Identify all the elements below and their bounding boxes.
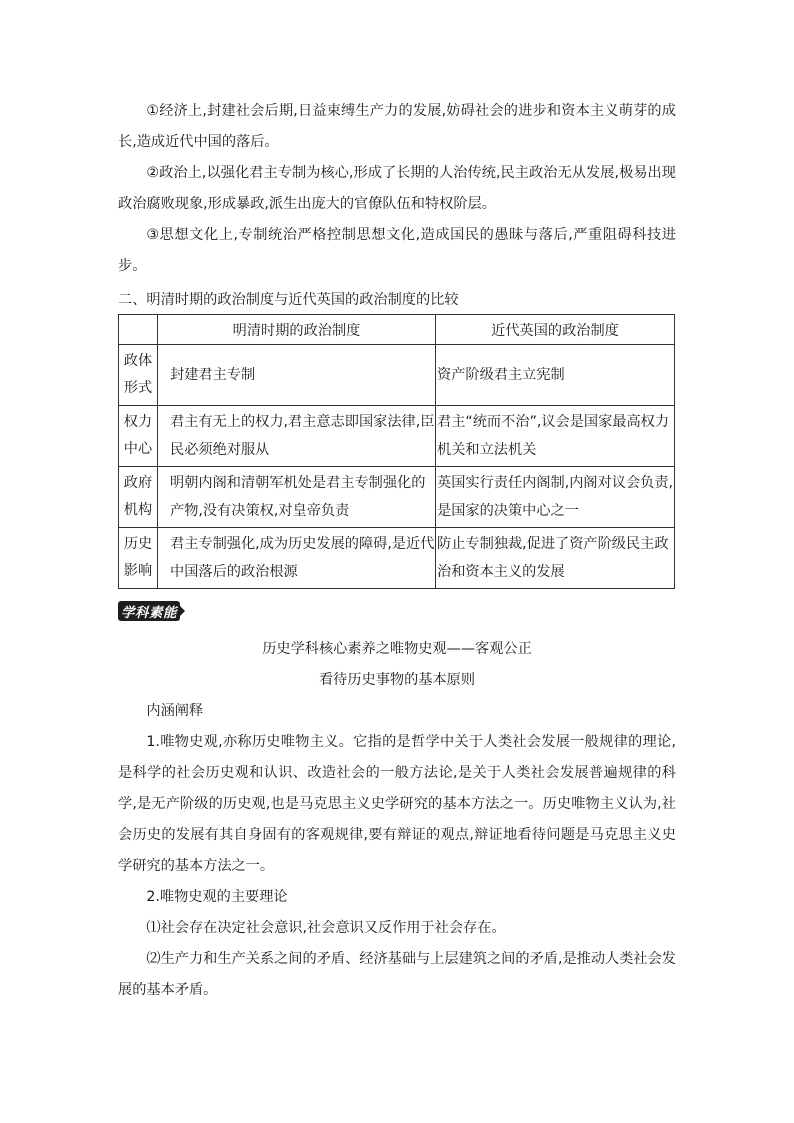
row-label: 权力中心 xyxy=(119,406,158,467)
table-header-cell: 近代英国的政治制度 xyxy=(436,315,675,345)
row-label: 历史影响 xyxy=(119,528,158,589)
core-title-line-1: 历史学科核心素养之唯物史观——客观公正 xyxy=(262,641,532,657)
intro-paragraph-culture: ③思想文化上,专制统治严格控制思想文化,造成国民的愚昧与落后,严重阻碍科技进步。 xyxy=(118,227,676,274)
table-row xyxy=(119,467,675,528)
britain-cell: 防止专制独裁,促进了资产阶级民主政治和资本主义的发展 xyxy=(436,528,675,589)
intro-paragraph-economy: ①经济上,封建社会后期,日益束缚生产力的发展,妨碍社会的进步和资本主义萌芽的成长,造成近代中国的落后。 xyxy=(118,103,676,150)
body-paragraph: 1.唯物史观,亦称历史唯物主义。它指的是哲学中关于人类社会发展一般规律的理论,是科学的社会历史观和认识、改造社会的一般方法论,是关于人类社会发展普遍规律的科学,是无产阶级的历史观,也是马克思主义史学研究的基本方法之一。历史唯物主义认为,社会历史的发展有其自身固有的客观规律,要有辩证的观点,辩证地看待问题是马克思主义史学研究的基本方法之一。 xyxy=(118,734,676,874)
ming-qing-cell: 君主有无上的权力,君主意志即国家法律,臣民必须绝对服从 xyxy=(158,406,436,467)
table-header-cell xyxy=(119,315,158,345)
subject-literacy-badge xyxy=(118,601,180,621)
britain-cell: 资产阶级君主立宪制 xyxy=(436,345,675,406)
badge-label: 学科素能 xyxy=(121,605,177,621)
connotation-heading: 内涵阐释 xyxy=(146,703,204,719)
britain-cell: 君主“统而不治”,议会是国家最高权力机关和立法机关 xyxy=(436,406,675,467)
table-row xyxy=(119,345,675,406)
table-row xyxy=(119,406,675,467)
body-paragraph: 2.唯物史观的主要理论 xyxy=(146,889,288,905)
britain-cell: 英国实行责任内阁制,内阁对议会负责,是国家的决策中心之一 xyxy=(436,467,675,528)
row-label: 政府机构 xyxy=(119,467,158,528)
section-heading: 二、明清时期的政治制度与近代英国的政治制度的比较 xyxy=(118,292,459,308)
document-page xyxy=(118,96,676,1006)
comparison-table xyxy=(118,314,675,589)
table-row xyxy=(119,528,675,589)
ming-qing-cell: 君主专制强化,成为历史发展的障碍,是近代中国落后的政治根源 xyxy=(158,528,436,589)
table-header-cell: 明清时期的政治制度 xyxy=(158,315,436,345)
core-title-line-2: 看待历史事物的基本原则 xyxy=(318,672,476,688)
body-paragraph: ⑵生产力和生产关系之间的矛盾、经济基础与上层建筑之间的矛盾,是推动人类社会发展的基本矛盾。 xyxy=(118,951,676,998)
ming-qing-cell: 明朝内阁和清朝军机处是君主专制强化的产物,没有决策权,对皇帝负责 xyxy=(158,467,436,528)
table-header-row xyxy=(119,315,675,345)
ming-qing-cell: 封建君主专制 xyxy=(158,345,436,406)
intro-paragraph-politics: ②政治上,以强化君主专制为核心,形成了长期的人治传统,民主政治无从发展,极易出现政治腐败现象,形成暴政,派生出庞大的官僚队伍和特权阶层。 xyxy=(118,165,676,212)
body-paragraph: ⑴社会存在决定社会意识,社会意识又反作用于社会存在。 xyxy=(146,920,506,936)
row-label: 政体形式 xyxy=(119,345,158,406)
